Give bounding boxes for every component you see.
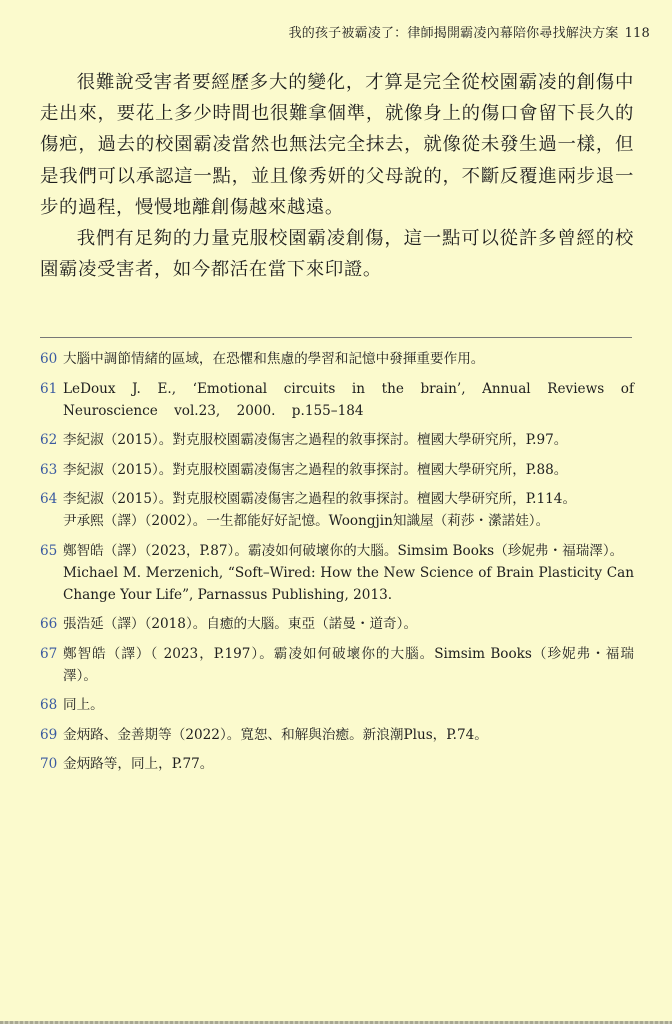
footnote-68 [40,694,634,716]
footnote-number: 64 [40,491,58,507]
footnote-text: 李紀淑（2015）。對克服校園霸凌傷害之過程的敘事探討。檀國大學研究所，P.88。 [63,461,568,478]
footnote-divider [40,337,632,338]
footnote-number: 69 [40,726,58,743]
footnote-text: 張浩延（譯）（2018）。自癒的大腦。東亞（諾曼・道奇）。 [63,616,418,632]
footnote-text: 鄭智皓（譯）（2023，P.87）。霸凌如何破壞你的大腦。Simsim Books（珍妮弗・福瑞澤）。 [63,542,624,559]
footnote-67 [40,643,634,687]
footnote-number: 68 [40,697,58,713]
footnotes [40,348,634,783]
running-title: 我的孩子被霸凌了：律師揭開霸凌內幕陪你尋找解決方案 [288,26,619,41]
footnote-number: 66 [40,616,58,632]
footnote-text: 同上。 [63,697,104,713]
footnote-65 [40,540,634,606]
footnote-62 [40,429,634,451]
footnote-66 [40,613,634,635]
footnote-number: 63 [40,461,58,478]
footnote-text: 李紀淑（2015）。對克服校園霸凌傷害之過程的敘事探討。檀國大學研究所，P.97。 [63,432,568,448]
footnote-text: LeDoux J. E., ‘Emotional circuits in the brain’, Annual Reviews of Neuroscience vol.23, 2000. p.155–184 [63,380,634,419]
footnote-text: 金炳路、金善期等（2022）。寬恕、和解與治癒。新浪潮Plus，P.74。 [63,726,488,743]
footnote-number: 70 [40,756,58,772]
footnote-69 [40,724,634,746]
page-number: 118 [624,26,650,41]
footnote-63 [40,459,634,481]
footnote-text: 大腦中調節情緒的區域，在恐懼和焦慮的學習和記憶中發揮重要作用。 [63,351,485,367]
body-text [40,67,634,285]
footnote-text: Michael M. Merzenich, “Soft–Wired: How the New Science of Brain Plasticity Can Change Your Life”, Parnassus Publishing, 2013. [63,564,634,603]
footnote-text: 尹承熙（譯）（2002）。一生都能好好記憶。Woongjin知識屋（莉莎・瀠諾娃）。 [63,513,550,529]
footnote-text: 金炳路等，同上，P.77。 [63,756,214,772]
footnote-number: 67 [40,645,58,662]
running-header [289,22,650,41]
footnote-number: 60 [40,351,58,367]
body-paragraph: 很難說受害者要經歷多大的變化，才算是完全從校園霸凌的創傷中走出來，要花上多少時間也很難拿個準，就像身上的傷口會留下長久的傷疤，過去的校園霸凌當然也無法完全抹去，就像從未發生過一樣，但是我們可以承認這一點，並且像秀妍的父母說的，不斷反覆進兩步退一步的過程，慢慢地離創傷越來越遠。 [40,72,634,218]
footnote-70 [40,753,634,775]
footnote-61 [40,378,634,422]
footnote-number: 65 [40,542,58,559]
footnote-number: 62 [40,432,58,448]
footnote-60 [40,348,634,370]
footnote-text: 李紀淑（2015）。對克服校園霸凌傷害之過程的敘事探討。檀國大學研究所，P.114。 [63,491,577,507]
body-paragraph: 我們有足夠的力量克服校園霸凌創傷，這一點可以從許多曾經的校園霸凌受害者，如今都活在當下來印證。 [40,228,634,281]
footnote-number: 61 [40,380,58,397]
footnote-text: 鄭智皓（譯）（ 2023，P.197）。霸凌如何破壞你的大腦。Simsim Books（珍妮弗・福瑞澤）。 [63,645,634,684]
footnote-64 [40,488,634,532]
